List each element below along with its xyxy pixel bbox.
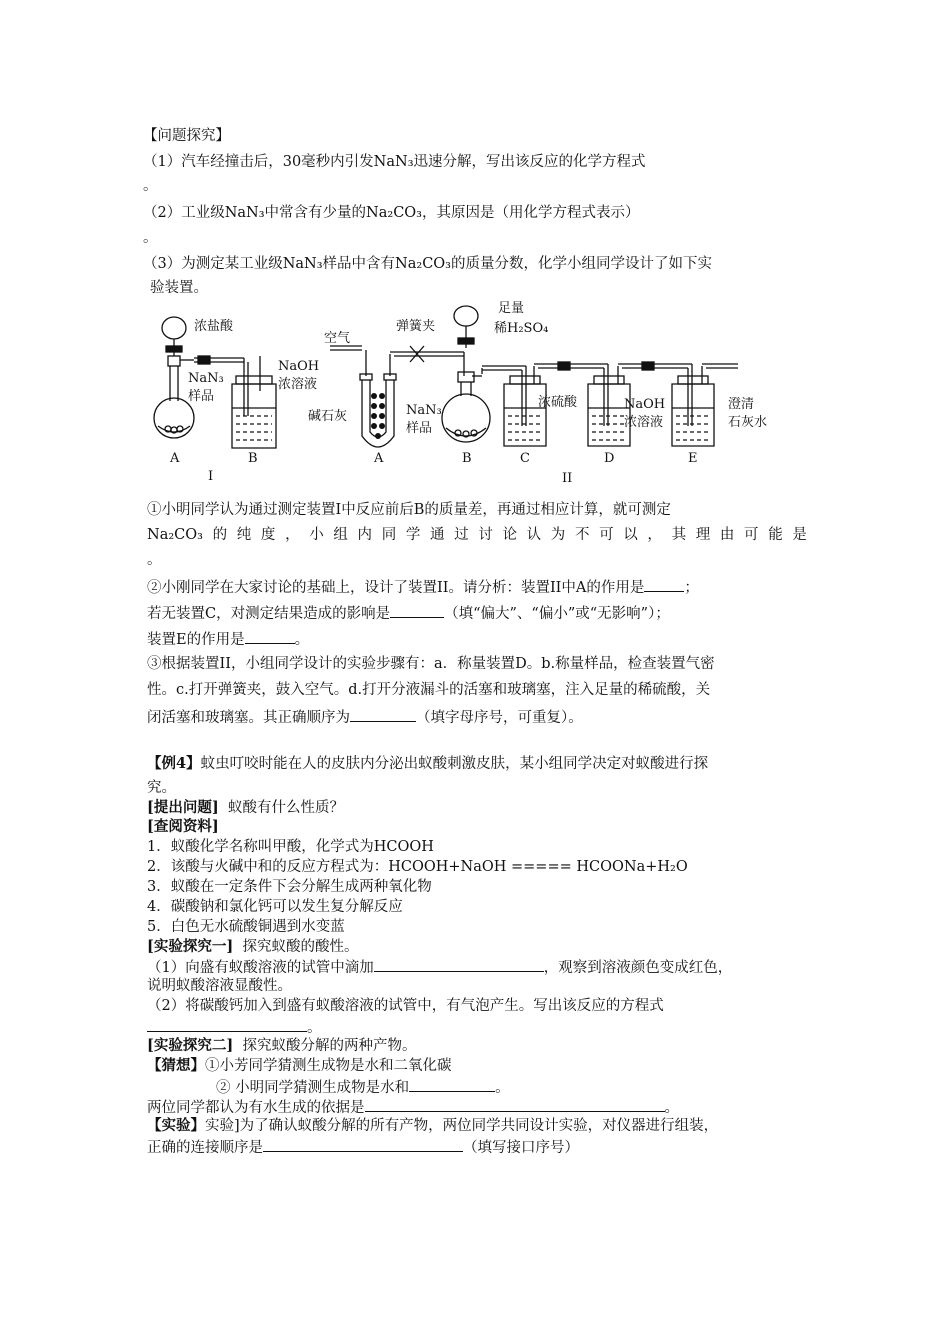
p1-word: 组	[333, 527, 348, 543]
question-1: （1）汽车经撞击后，30毫秒内引发NaN₃迅速分解，写出该反应的化学方程式	[143, 154, 646, 170]
explore-1-q2-end: 。	[307, 1020, 322, 1036]
p2-line1	[147, 576, 699, 598]
explore-2-heading	[147, 1036, 416, 1056]
p3-line3	[147, 706, 583, 728]
p1-word: 通	[430, 527, 445, 543]
p1-word: 不	[574, 527, 590, 543]
basis-line	[147, 1096, 679, 1118]
explore-1-q1	[147, 956, 732, 978]
p2-line2-end: （填“偏大”、“偏小”或“无影响”）；	[444, 606, 670, 622]
label-ii: II	[562, 471, 573, 486]
fact-1: 1．蚁酸化学名称叫甲酸，化学式为HCOOH	[147, 839, 434, 855]
p1-word: ，	[647, 527, 662, 543]
p2-line2	[147, 602, 670, 624]
p1-line2	[147, 525, 807, 545]
question-2-end: 。	[143, 230, 158, 246]
p1-word: 内	[357, 527, 373, 543]
answer-blank-product[interactable]	[409, 1076, 495, 1092]
fact-5: 5．白色无水硫酸铜遇到水变蓝	[147, 919, 345, 935]
p1-word: 能	[768, 527, 783, 543]
question-1-end: 。	[143, 178, 158, 194]
p1-word: ，	[285, 527, 300, 543]
p1-word: 论	[502, 527, 517, 543]
guess-text-2: ② 小明同学猜测生成物是水和	[216, 1080, 410, 1096]
guess-line1	[147, 1056, 452, 1076]
answer-blank-order[interactable]	[350, 706, 416, 722]
experiment-line2	[147, 1136, 579, 1158]
p1-word: 学	[405, 527, 421, 543]
raise-question-tag: [提出问题]	[147, 799, 219, 816]
p2-line3-text: 装置E的作用是	[147, 632, 245, 648]
label-dilute-h2so4: 稀H₂SO₄	[494, 321, 549, 336]
tube-i-ab	[194, 356, 248, 416]
example-4-line2: 究。	[147, 780, 176, 796]
guess-line2	[216, 1076, 510, 1098]
question-3: （3）为测定某工业级NaN₃样品中含有Na₂CO₃的质量分数，化学小组同学设计了如下实	[143, 256, 712, 272]
label-a-2: A	[374, 451, 384, 466]
p2-line1-end: ；	[684, 580, 699, 596]
tube-ii-cd	[534, 362, 608, 426]
p1-word: 由	[719, 527, 735, 543]
label-naoh-2: NaOH	[624, 397, 666, 412]
label-a-1: A	[170, 451, 180, 466]
label-b-2: B	[462, 451, 472, 466]
answer-blank-connection[interactable]	[263, 1136, 463, 1152]
label-naoh-1: NaOH	[278, 359, 320, 374]
experiment-text-2: 正确的连接顺序是	[147, 1140, 263, 1156]
raise-question-text: 蚁酸有什么性质？	[227, 800, 344, 816]
soda-lime-granules	[371, 393, 385, 439]
setup-2-u-tube-a	[330, 346, 396, 447]
experiment-tag: 【实验】	[147, 1117, 205, 1134]
p1-word: 可	[744, 527, 759, 543]
p1-word: 认	[526, 527, 542, 543]
label-soda-lime: 碱石灰	[308, 409, 348, 424]
experiment-end: （填写接口序号）	[463, 1140, 579, 1156]
label-i: I	[208, 469, 214, 484]
label-e: E	[688, 451, 698, 466]
explore-1-q1-line2: 说明蚁酸溶液显酸性。	[147, 978, 292, 994]
explore-1-q1-text: （1）向盛有蚁酸溶液的试管中滴加	[147, 960, 374, 976]
p1-word: 过	[454, 527, 469, 543]
setup-2-flask-b	[442, 306, 490, 442]
question-2: （2）工业级NaN₃中常含有少量的Na₂CO₃，其原因是（用化学方程式表示）	[143, 205, 640, 221]
label-solution-1: 浓溶液	[278, 377, 318, 392]
answer-blank-equation[interactable]	[147, 1016, 307, 1032]
p2-line2-text: 若无装置C，对测定结果造成的影响是	[147, 606, 391, 622]
apparatus-diagram	[148, 296, 808, 486]
fact-4: 4．碳酸钠和氯化钙可以发生复分解反应	[147, 899, 403, 915]
label-b-1: B	[248, 451, 258, 466]
answer-blank-basis[interactable]	[365, 1096, 665, 1112]
p1-word: 讨	[478, 527, 493, 543]
guess-line2-end: 。	[495, 1080, 510, 1096]
label-air: 空气	[324, 331, 351, 346]
fact-2: 2．该酸与火碱中和的反应方程式为：HCOOH+NaOH ===== HCOONa+H₂O	[147, 859, 688, 875]
guess-text-1: ①小芳同学猜测生成物是水和二氧化碳	[205, 1058, 452, 1074]
label-conc-h2so4: 浓硫酸	[538, 395, 578, 410]
answer-blank-indicator[interactable]	[374, 956, 544, 972]
label-spring-clip: 弹簧夹	[396, 319, 436, 334]
example-4-tag: 【例4】	[147, 755, 201, 772]
label-sample-2: 样品	[406, 421, 433, 436]
raise-question	[147, 798, 344, 818]
explore-1-q2: （2）将碳酸钙加入到盛有蚁酸溶液的试管中，有气泡产生。写出该反应的方程式	[147, 998, 664, 1014]
explore-1-tag: [实验探究一]	[147, 938, 234, 955]
example-4-line1	[147, 754, 708, 774]
label-limewater-2: 石灰水	[728, 415, 768, 430]
label-d: D	[604, 451, 615, 466]
explore-1-heading	[147, 937, 358, 957]
label-c: C	[520, 451, 530, 466]
p1-word: 度	[260, 527, 276, 543]
basis-end: 。	[664, 1100, 679, 1116]
fact-3: 3．蚁酸在一定条件下会分解生成两种氧化物	[147, 879, 432, 895]
section-heading: 【问题探究】	[143, 128, 230, 144]
answer-blank-e-role[interactable]	[245, 628, 295, 644]
p1-word: Na₂CO₃	[147, 527, 203, 543]
p1-word: 纯	[236, 527, 252, 543]
p3-line3-text: 闭活塞和玻璃塞。其正确顺序为	[147, 710, 350, 726]
p1-word: 的	[212, 527, 228, 543]
label-nan3-2: NaN₃	[406, 403, 442, 418]
question-3-cont: 验装置。	[150, 280, 208, 296]
explore-1-q2-line2	[147, 1016, 322, 1038]
example-4-text: 蚊虫叮咬时能在人的皮肤内分泌出蚁酸刺激皮肤，某小组同学决定对蚁酸进行探	[200, 756, 709, 772]
label-sample-1: 样品	[188, 389, 215, 404]
label-solution-2: 浓溶液	[624, 415, 664, 430]
experiment-text: 实验]为了确认蚁酸分解的所有产物，两位同学共同设计实验，对仪器进行组装，	[205, 1118, 719, 1134]
p3-line3-end: （填字母序号，可重复）。	[416, 710, 583, 726]
setup-1-bottle-b	[232, 356, 276, 448]
p2-line3-end: 。	[294, 632, 310, 648]
p1-word: 可	[599, 527, 614, 543]
explore-1-q1-end: ，观察到溶液颜色变成红色，	[543, 960, 733, 976]
p2-line1-text: ②小刚同学在大家讨论的基础上，设计了装置II。请分析：装置II中A的作用是	[147, 580, 645, 596]
explore-1-text: 探究蚁酸的酸性。	[242, 939, 359, 955]
guess-tag: 【猜想】	[147, 1057, 205, 1074]
p1-word: 理	[695, 527, 711, 543]
p1-word: 为	[550, 527, 566, 543]
experiment-line1	[147, 1116, 718, 1136]
p1-word: 其	[671, 527, 687, 543]
p1-word: 是	[792, 527, 807, 543]
p1-word: 小	[309, 527, 324, 543]
p1-line3: 。	[147, 552, 162, 568]
label-limewater-1: 澄清	[728, 397, 755, 412]
p3-line2: 性。c.打开弹簧夹，鼓入空气。d.打开分液漏斗的活塞和玻璃塞，注入足量的稀硫酸，关	[147, 682, 711, 698]
p2-line3	[147, 628, 309, 650]
explore-2-text: 探究蚁酸分解的两种产物。	[242, 1038, 417, 1054]
answer-blank-a-role[interactable]	[644, 576, 684, 592]
label-nan3-1: NaN₃	[188, 371, 224, 386]
answer-blank-no-c[interactable]	[390, 602, 444, 618]
p3-line1: ③根据装置II，小组同学设计的实验步骤有：a．称量装置D。b.称量样品，检查装置气密	[147, 656, 715, 672]
basis-text: 两位同学都认为有水生成的依据是	[147, 1100, 365, 1116]
label-excess: 足量	[498, 301, 525, 316]
label-conc-hcl: 浓盐酸	[194, 319, 234, 334]
explore-2-tag: [实验探究二]	[147, 1037, 234, 1054]
lookup-heading: [查阅资料]	[147, 818, 219, 835]
tube-ii-ab	[390, 346, 464, 376]
p1-line1: ①小明同学认为通过测定装置I中反应前后B的质量差，再通过相应计算，就可测定	[147, 502, 671, 518]
p1-word: 以	[623, 527, 638, 543]
p1-word: 同	[381, 527, 397, 543]
